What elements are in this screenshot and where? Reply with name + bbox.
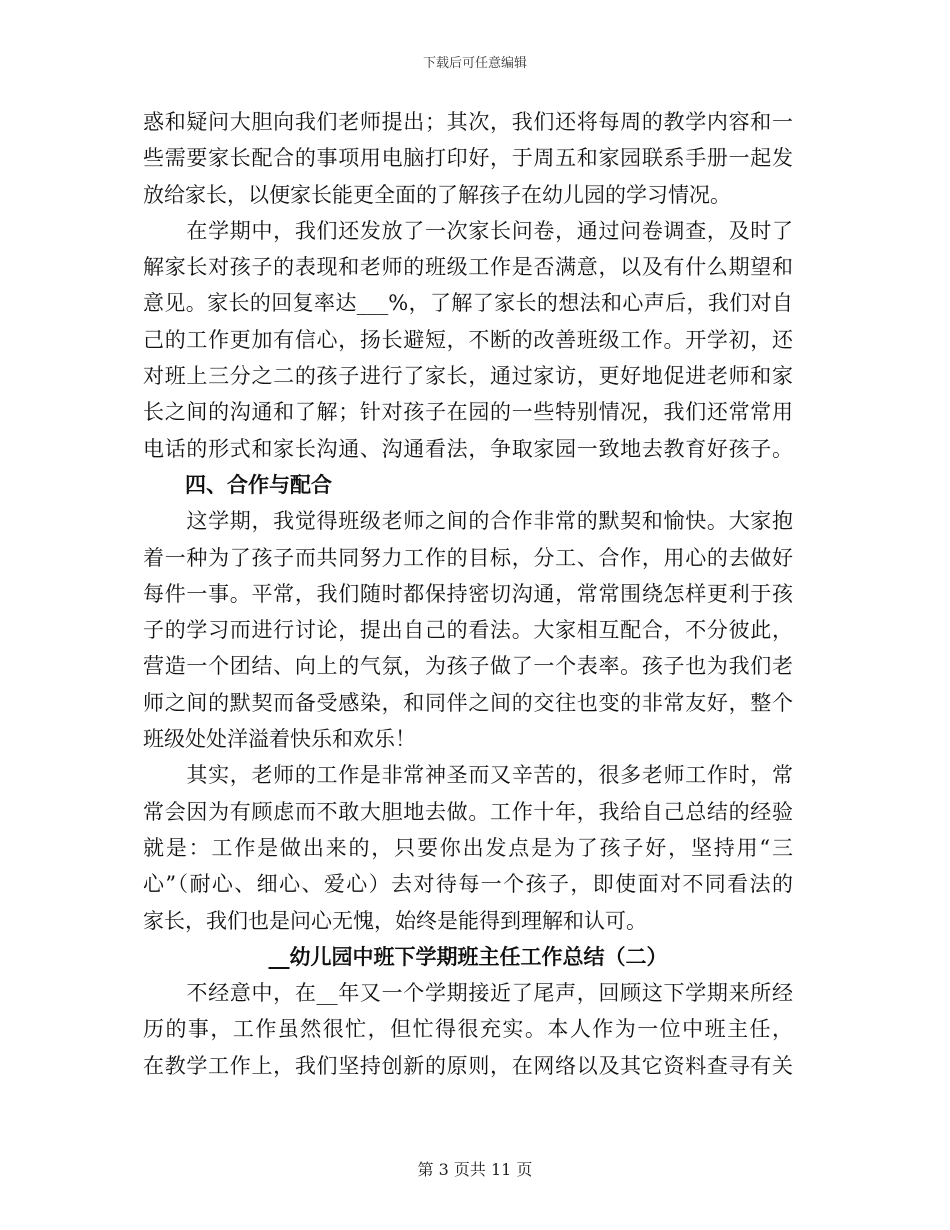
text-line: 班级处处洋溢着快乐和欢乐！ [143, 727, 416, 752]
text-line: 些需要家长配合的事项用电脑打印好，于周五和家园联系手册一起发 [143, 146, 793, 171]
text-line: 不经意中，在__年又一个学期接近了尾声，回顾这下学期来所经 [143, 981, 793, 1006]
document-title: __幼儿园中班下学期班主任工作总结（二） [268, 943, 668, 969]
text-line: 家长，我们也是问心无愧，始终是能得到理解和认可。 [143, 908, 647, 933]
text-line: 对班上三分之二的孩子进行了家长，通过家访，更好地促进老师和家 [143, 364, 793, 389]
text-line: 在教学工作上，我们坚持创新的原则，在网络以及其它资料查寻有关 [143, 1053, 793, 1078]
text-line: 就是：工作是做出来的，只要你出发点是为了孩子好，坚持用“三 [143, 835, 793, 860]
text-line: 子的学习而进行讨论，提出自己的看法。大家相互配合，不分彼此， [143, 618, 793, 643]
page-header: 下载后可任意编辑 [422, 56, 527, 71]
section-heading: 四、合作与配合 [185, 471, 332, 497]
text-line: 营造一个团结、向上的气氛，为孩子做了一个表率。孩子也为我们老 [143, 654, 793, 679]
text-line: 每件一事。平常，我们随时都保持密切沟通，常常围绕怎样更利于孩 [143, 581, 793, 606]
text-line: 意见。家长的回复率达___%，了解了家长的想法和心声后，我们对自 [143, 291, 793, 316]
text-line: 解家长对孩子的表现和老师的班级工作是否满意，以及有什么期望和 [143, 255, 793, 280]
text-line: 电话的形式和家长沟通、沟通看法，争取家园一致地去教育好孩子。 [143, 436, 793, 461]
text-line: 常会因为有顾虑而不敢大胆地去做。工作十年，我给自己总结的经验 [143, 799, 793, 824]
text-line: 惑和疑问大胆向我们老师提出；其次，我们还将每周的教学内容和一 [143, 110, 793, 134]
text-line: 这学期，我觉得班级老师之间的合作非常的默契和愉快。大家抱 [143, 509, 793, 534]
text-line: 历的事，工作虽然很忙，但忙得很充实。本人作为一位中班主任， [143, 1017, 793, 1042]
page-footer: 第 3 页共 11 页 [417, 1160, 533, 1179]
text-line: 着一种为了孩子而共同努力工作的目标，分工、合作，用心的去做好 [143, 545, 793, 570]
document-body [143, 104, 793, 1084]
text-line: 心”（耐心、细心、爱心）去对待每一个孩子，即使面对不同看法的 [143, 872, 793, 897]
text-line: 己的工作更加有信心，扬长避短，不断的改善班级工作。开学初，还 [143, 327, 793, 352]
text-line: 长之间的沟通和了解；针对孩子在园的一些特别情况，我们还常常用 [143, 400, 793, 425]
text-line: 在学期中，我们还发放了一次家长问卷，通过问卷调查，及时了 [143, 218, 793, 243]
text-line: 师之间的默契而备受感染，和同伴之间的交往也变的非常友好，整个 [143, 690, 793, 715]
text-line: 放给家长，以便家长能更全面的了解孩子在幼儿园的学习情况。 [143, 182, 731, 207]
text-line: 其实，老师的工作是非常神圣而又辛苦的，很多老师工作时，常 [143, 763, 793, 788]
